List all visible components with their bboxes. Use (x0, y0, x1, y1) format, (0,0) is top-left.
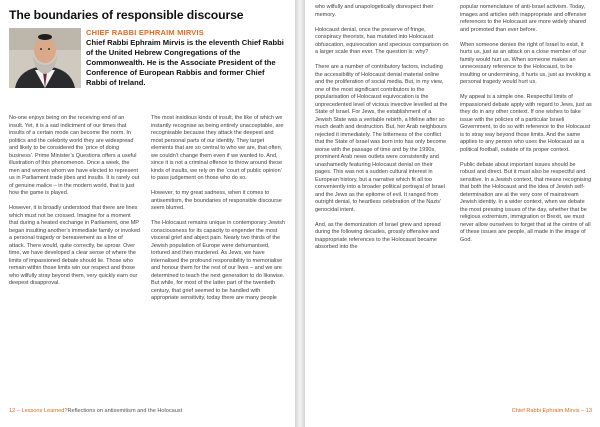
column-3 (315, 4, 449, 405)
column-2 (151, 115, 287, 405)
column-4 (460, 4, 592, 405)
publication-subtitle: Reflections on antisemitism and the Holocaust (67, 408, 183, 414)
paragraph: When someone denies the right of Israel to exist, it hurts us, just as an attack on a close member of our family would hurt us. When someone makes an unnecessary reference to the Holocaust, to be insulting or undermining, it hurts us, just as invoking a personal tragedy would hurt us. (460, 41, 591, 85)
author-portrait (9, 28, 81, 88)
author-portrait-image (9, 28, 81, 88)
author-box (86, 28, 286, 88)
paragraph: However, it is broadly understood that there are lines which must not be crossed. Imagine for a moment that during a heated exchange in Parliament, one MP began insulting another’s immediate family or invoked a personal tragedy or bereavement as a line of attack. There would, quite correctly, be uproar. Over time, we have developed a clear sense of where the limits of impassioned debate should lie. Those who remain within those limits win our respect and those who wilfully stray beyond them, very quickly earn our deepest disapproval. (9, 205, 140, 286)
spine-gutter (295, 0, 305, 427)
paragraph: My appeal is a simple one. Respectful limits of impassioned debate apply with regard to Jews, just as they do in any other context. If one wishes to take issue with the policies of a particular Israeli Government, to do so with reference to the Holocaust is to stray way beyond those limits. And the same applies to any person who uses the Holocaust as a political football, outside of its proper context. (460, 94, 592, 153)
footer-author: Chief Rabbi Ephraim Mirvis (511, 408, 580, 414)
footer-separator: – (581, 408, 585, 414)
paragraph: However, to my great sadness, when it comes to antisemitism, the boundaries of responsible discourse seem blurred. (151, 190, 282, 211)
paragraph: who wilfully and unapologetically disrespect their memory. (315, 4, 434, 18)
paragraph: And, as the demonization of Israel grew and spread during the following decades, grossly offensive and inappropriate references to the Holocaust became absorbed into the (315, 221, 441, 250)
footer-separator: – (16, 408, 20, 414)
author-name: CHIEF RABBI EPHRAIM MIRVIS (86, 28, 204, 37)
article-title: The boundaries of responsible discourse (9, 8, 244, 22)
page-number-left: 12 (9, 408, 16, 414)
paragraph: No-one enjoys being on the receiving end of an insult. Yet, it is a sad indictment of our times that insults of a certain mode can become the norm. In politics and the celebrity world they are widespread and likely to be considered the ‘price of doing business’. Prime Minister’s Questions offers a useful illustration of this phenomenon. Once a week, the men and women whom we have elected to represent us in Parliament trade jibes and insults. It is rarely out of genuine malice – in the modern world, that is just how the game is played. (9, 115, 140, 196)
author-bio: Chief Rabbi Ephraim Mirvis is the eleventh Chief Rabbi of the United Hebrew Congregations of the Commonwealth. He is the Associate President of the Conference of European Rabbis and former Chief Rabbi of Ireland. (86, 38, 284, 87)
paragraph: Holocaust denial, once the preserve of fringe, conspiracy theorists, has mutated into Holocaust obfuscation, equivocation and specious comparison on a larger scale than ever. The question is: why? (315, 26, 449, 55)
left-page (0, 0, 295, 427)
publication-name: Lessons Learned? (21, 408, 68, 414)
right-page (305, 0, 600, 427)
page-number-right: 13 (585, 408, 592, 414)
footer-left (9, 408, 182, 414)
footer-right (512, 408, 592, 414)
paragraph: popular nomenclature of anti-Israel activism. Today, images and articles with inappropriate and offensive references to the Holocaust are more widely shared and promoted than ever before. (460, 4, 587, 33)
column-1 (9, 115, 140, 405)
paragraph: There are a number of contributory factors, including the accessibility of Holocaust denial material online and the proliferation of social media. But, in my view, one of the most significant contributors to the popularisation of Holocaust equivocation is the unprecedented level of vicious invective levelled at the State of Israel. For Jews, the establishment of a Jewish State was a veritable rebirth, a lifeline after so much death and destruction. But, her Arab neighbours rejected it immediately. The bitterness of the conflict that the State of Israel was born into has only become worse with the passage of time and by the 1990s, prominent Arab news outlets were consistently and unashamedly featuring Holocaust denial on their pages. This was not a sudden cultural interest in European history, but a narrative which fit all too conveniently into a broader political portrayal of Israel and the Jews as the epitome of evil. It ranged from outright denial, to heartless celebration of the Nazis’ genocidal intent. (315, 64, 448, 213)
paragraph: Public debate about important issues should be robust and direct. But it must also be respectful and sensitive. In a Jewish context, that means recognising that both the Holocaust and the idea of Jewish self-determination are at the very core of mainstream Jewish identity. In a wider context, when we debate the most pressing issues of the day, whether that be religious extremism, immigration or Brexit, we must never allow ourselves to forget that at the centre of all of these issues are people, all made in the image of God. (460, 161, 592, 243)
paragraph: The Holocaust remains unique in contemporary Jewish consciousness for its capacity to engender the most visceral grief and abject pain. Nearly two thirds of the Jewish population of Europe were dehumanised, tortured and then murdered. As Jews, we have internalised the profound responsibility to memorialise and honour them for the rest of our lives – and we are determined to teach the next generation to do likewise. But while, for most of the latter part of the twentieth century, that grief seemed to be handled with appropriate sensitivity, today there are many people (151, 220, 285, 301)
paragraph: The most insidious kinds of insult, the like of which we instantly recognise as being entirely unacceptable, are recognisable because they attack the deepest and most personal parts of our identity. They target elements that are so central to who we are, that often, we couldn’t change them even if we wanted to. And, since it is not a criminal offence to throw around these kinds of insults, we rely on the ‘court of public opinion’ to pass judgement on those who do so. (151, 115, 284, 181)
